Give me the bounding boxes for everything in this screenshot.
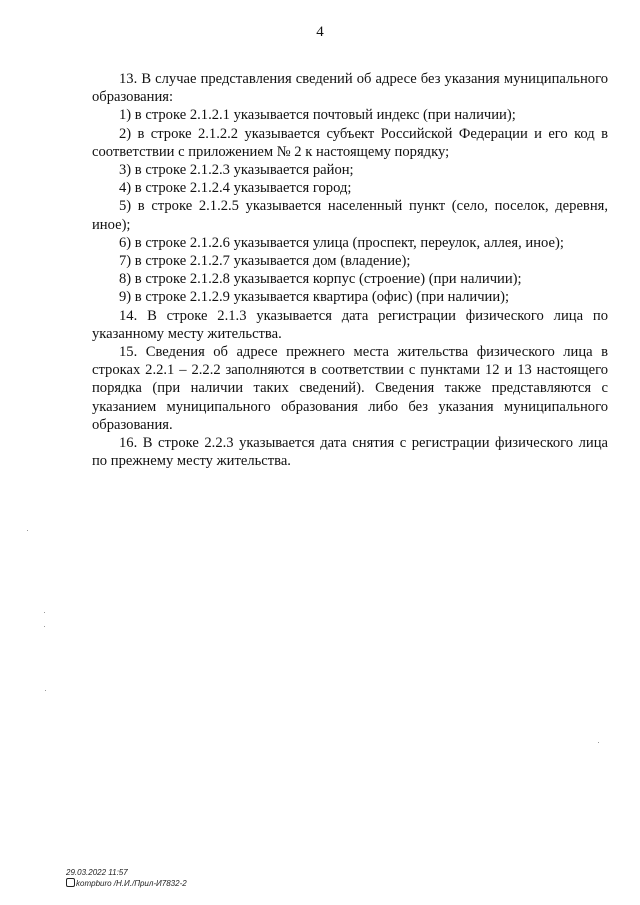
item-8: 8) в строке 2.1.2.8 указывается корпус (строение) (при наличии); <box>119 271 522 288</box>
page-number: 4 <box>316 24 324 40</box>
registered-mark-icon <box>66 878 75 887</box>
document-stamp <box>66 868 187 889</box>
item-2: 2) в строке 2.1.2.2 указывается субъект Российской Федерации и его код в соответствии с приложением № 2 к настоящему порядку; <box>92 125 608 160</box>
item-4: 4) в строке 2.1.2.4 указывается город; <box>119 180 352 197</box>
paragraph-13: 13. В случае представления сведений об адресе без указания муниципального образования: <box>92 71 608 106</box>
item-7: 7) в строке 2.1.2.7 указывается дом (владение); <box>119 253 411 270</box>
stamp-date: 29.03.2022 11:57 <box>66 868 128 877</box>
item-3: 3) в строке 2.1.2.3 указывается район; <box>119 162 354 179</box>
paragraph-16: 16. В строке 2.2.3 указывается дата снятия с регистрации физического лица по прежнему месту жительства. <box>92 435 608 470</box>
item-6: 6) в строке 2.1.2.6 указывается улица (проспект, переулок, аллея, иное); <box>119 234 564 251</box>
stamp-author-row <box>66 878 187 889</box>
paragraph-15: 15. Сведения об адресе прежнего места жительства физического лица в строках 2.2.1 – 2.2.2 заполняются в соответствии с пунктами 12 и 13 настоящего порядка (при наличии таких сведений). Сведения также представляются с указанием муниципального образования либо без указания муниципального образования. <box>92 344 608 433</box>
stamp-author: kompburo /Н.И./Прил-И7832-2 <box>76 879 187 888</box>
item-9: 9) в строке 2.1.2.9 указывается квартира (офис) (при наличии); <box>119 289 510 306</box>
item-1: 1) в строке 2.1.2.1 указывается почтовый индекс (при наличии); <box>119 107 516 124</box>
document-body <box>92 70 608 470</box>
paragraph-14: 14. В строке 2.1.3 указывается дата регистрации физического лица по указанному месту жительства. <box>92 307 608 342</box>
item-5: 5) в строке 2.1.2.5 указывается населенный пункт (село, поселок, деревня, иное); <box>92 198 608 233</box>
